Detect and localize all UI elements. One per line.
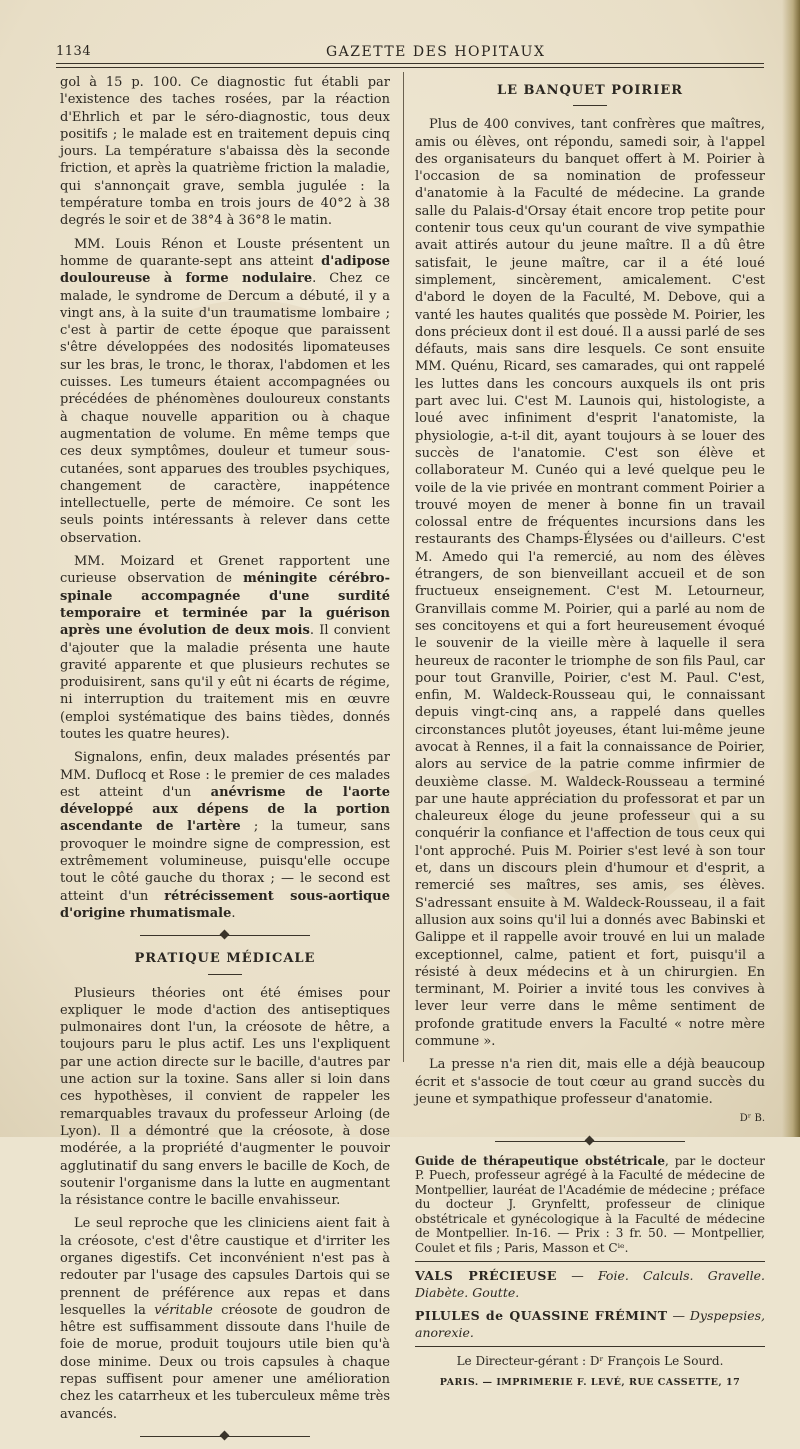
paragraph: La presse n'a rien dit, mais elle a déjà beaucoup écrit et s'associe de tout cœur au grand succès du jeune et sympathique professeur d'anatomie. — [415, 1057, 765, 1107]
page-number: 1134 — [56, 44, 92, 59]
paragraph: Le seul reproche que les cliniciens aient fait à la créosote, c'est d'être caustique et d'irriter les organes digestifs. Cet inconvénient n'est pas à redouter par l'usage des capsules Dartois qui se prennent de préférence aux repas et dans lesquelles la véritable créosote de goudron de hêtre est suffisamment dissoute dans l'huile de foie de morue, produit toujours utile bien qu'à dose minime. Deux ou trois capsules à chaque repas suffisent pour amener une amélioration chez les catarrheux et les tuberculeux même très avancés. — [60, 1216, 391, 1422]
italic-word: véritable — [154, 1302, 213, 1318]
ornament-divider — [60, 1429, 390, 1443]
paragraph: Plusieurs théories ont été émises pour expliquer le mode d'action des antiseptiques pulmonaires dont l'un, la créosote de hêtre, a toujours paru le plus actif. Les uns l'expliquent par une action directe sur le bacille, d'autres par une action sur la toxine. Sans aller si loin dans ces hypothèses, il convient de rappeler les remarquables travaux du professeur Arloing (de Lyon). Il a démontré que la créosote, à dose modérée, a la propriété d'augmenter le pouvoir agglutinatif du sang envers le bacille de Koch, de soutenir l'organisme dans la lutte en augmentant la résistance contre le bacille envahisseur. — [60, 985, 390, 1209]
title-rule — [208, 974, 242, 975]
rule — [415, 1261, 765, 1262]
paragraph: MM. Moizard et Grenet rapportent une curieuse observation de méningite cérébro-spinale accompagnée d'une surdité temporaire et terminée par la guérison après une évolution de deux mois. Il convient d'ajouter que la maladie présenta une haute gravité apparente et que plusieurs rechutes se produisirent, sans qu'il y eût ni écarts de régime, ni interruption du traitement mis en œuvre (emploi systématique des bains tièdes, donnés toutes les quatre heures). — [60, 554, 390, 742]
signature: Dʳ B. — [739, 1113, 765, 1125]
journal-title: GAZETTE DES HOPITAUX — [326, 44, 546, 60]
section-title: PRATIQUE MÉDICALE — [134, 951, 316, 967]
paragraph: Plus de 400 convives, tant confrères que maîtres, amis ou élèves, ont répondu, samedi soir, à l'appel des organisateurs du banquet offert à M. Poirier à l'occasion de sa nomination de professeur d'anatomie à la Faculté de médecine. La grande salle du Palais-d'Orsay était encore trop petite pour contenir tous ceux qu'un courant de vive sympathie avait attirés autour du jeune maître. Il a dû être satisfait, le jeune maître, car il a été loué simplement, sincèrement, amicalement. C'est d'abord le doyen de la Faculté, M. Debove, qui a vanté les hautes qualités que possède M. Poirier, les dons précieux dont il est doué. Il a aussi parlé de ses défauts, mais sans dire lesquels. Ce sont ensuite MM. Quénu, Ricard, ses camarades, qui ont rappelé les luttes dans les concours auxquels ils ont pris part avec lui. C'est M. Launois qui, histologiste, a loué avec infiniment d'esprit l'anatomiste, la physiologie, a-t-il dit, ayant toujours à se louer des succès de l'anatomie. C'est son élève et collaborateur M. Cunéo qui a levé quelque peu le voile de la vie privée en montrant comment Poirier a trouvé moyen de mener à bonne fin un travail colossal entre de fréquentes incursions dans les restaurants des Champs-Élysées ou d'ailleurs. C'est M. Amedo qui l'a remercié, au nom des élèves étrangers, de son bienveillant accueil et de son fructueux enseignement. C'est M. Letourneur, Granvillais comme M. Poirier, qui a parlé au nom de ses concitoyens et qui a fort heureusement évoqué le souvenir de la vieille mère à laquelle il sera heureux de raconter le triomphe de son fils Paul, car pour tout Granville, Poirier, c'est M. Paul. C'est, enfin, M. Waldeck-Rousseau qui, le connaissant depuis vingt-cinq ans, a rappelé dans quelles circonstances plutôt joyeuses, étant lui-même jeune avocat à Rennes, il a fait la connaissance de Poirier, alors au service de la patrie comme infirmier de deuxième classe. M. Waldeck-Rousseau a terminé par une haute appréciation du professorat et par un chaleureux éloge du jeune professeur qui a su conquérir la confiance et l'affection de tous ceux qui l'ont approché. Puis M. Poirier s'est levé à son tour et, dans un discours plein d'humour et d'esprit, a remercié ses maîtres, ses amis, ses élèves. S'adressant ensuite à M. Waldeck-Rousseau, il a fait allusion aux soins qu'il lui a donnés avec Babinski et Galippe et il rappelle avoir trouvé en lui un malade exceptionnel, calme, patient et fort, puisqu'il a résisté à deux médecins et à un chirurgien. En terminant, M. Poirier a invité tous les convives à lever leur verre dans le même sentiment de profonde gratitude envers la Faculté « notre mère commune ». — [415, 117, 765, 1050]
header-rule — [56, 63, 764, 64]
right-column — [415, 74, 765, 1391]
column-divider — [403, 72, 404, 1062]
page-edge — [782, 0, 800, 1137]
page-header — [56, 44, 766, 64]
section-title: LE BANQUET POIRIER — [496, 83, 684, 98]
bold-phrase: d'adipose douloureuse à forme nodulaire — [60, 253, 390, 287]
left-column — [60, 74, 390, 1449]
title-rule — [573, 105, 607, 106]
paragraph: gol à 15 p. 100. Ce diagnostic fut établi par l'existence des taches rosées, par la réaction d'Ehrlich et par le séro-diagnostic, tous deux positifs ; le malade est en traitement depuis cinq jours. La température s'abaissa dès la seconde friction, et après la quatrième friction la maladie, qui s'annonçait grave, sembla jugulée : la température tomba en trois jours de 40°2 à 38 degrés le soir et de 38°4 à 36°8 le matin. — [60, 75, 390, 229]
bold-phrase: anévrisme de l'aorte développé aux dépens de la portion ascendante de l'artère — [60, 784, 390, 835]
ornament-divider — [60, 928, 390, 942]
paragraph: MM. Louis Rénon et Louste présentent un homme de quarante-sept ans atteint d'adipose douloureuse à forme nodulaire. Chez ce malade, le syndrome de Dercum a débuté, il y a vingt ans, à la suite d'un traumatisme lombaire ; c'est à partir de cette époque que paraissent s'être développées des nodosités lipomateuses sur les bras, le tronc, le thorax, l'abdomen et les cuisses. Les tumeurs étaient accompagnées ou précédées de phénomènes douloureux constants à chaque nouvelle apparition ou à chaque augmentation de volume. En même temps que ces deux symptômes, douleur et tumeur sous-cutanées, sont apparues des troubles psychiques, changement de caractère, inappétence intellectuelle, perte de mémoire. Ce sont les seuls points intéressants à relever dans cette observation. — [60, 236, 390, 546]
advertisement: VALS PRÉCIEUSE — Foie. Calculs. Gravelle. Diabète. Goutte. — [415, 1267, 765, 1300]
paragraph: Signalons, enfin, deux malades présentés par MM. Duflocq et Rose : le premier de ces malades est atteint d'un anévrisme de l'aorte développé aux dépens de la portion ascendante de l'artère ; la tumeur, sans provoquer le moindre signe de compression, est extrêmement volumineuse, puisqu'elle occupe tout le côté gauche du thorax ; — le second est atteint d'un rétrécissement sous-aortique d'origine rhumatismale. — [60, 750, 390, 921]
book-title: Guide de thérapeutique obstétricale — [415, 1153, 665, 1168]
printer-line: PARIS. — IMPRIMERIE F. LEVÉ, RUE CASSETTE, 17 — [439, 1376, 741, 1388]
header-rule — [56, 67, 764, 68]
bold-phrase: méningite cérébro-spinale accompagnée d'une surdité temporaire et terminée par la guérison après une évolution de deux mois — [60, 571, 390, 639]
book-review: Guide de thérapeutique obstétricale, par le docteur P. Puech, professeur agrégé à la Faculté de médecine de Montpellier, lauréat de l'Académie de médecine ; préface du docteur J. Grynfeltt, professeur de clinique obstétricale et gynécologique à la Faculté de médecine de Montpellier. In-16. — Prix : 3 fr. 50. — Montpellier, Coulet et fils ; Paris, Masson et Cⁱᵉ. — [415, 1153, 765, 1256]
rule — [415, 1346, 765, 1347]
advertisement: PILULES de QUASSINE FRÉMINT — Dyspepsies, anorexie. — [415, 1307, 765, 1340]
ornament-divider — [415, 1134, 765, 1148]
director-line: Le Directeur-gérant : Dʳ François Le Sourd. — [456, 1353, 724, 1368]
bold-phrase: rétrécissement sous-aortique d'origine rhumatismale — [60, 888, 390, 921]
